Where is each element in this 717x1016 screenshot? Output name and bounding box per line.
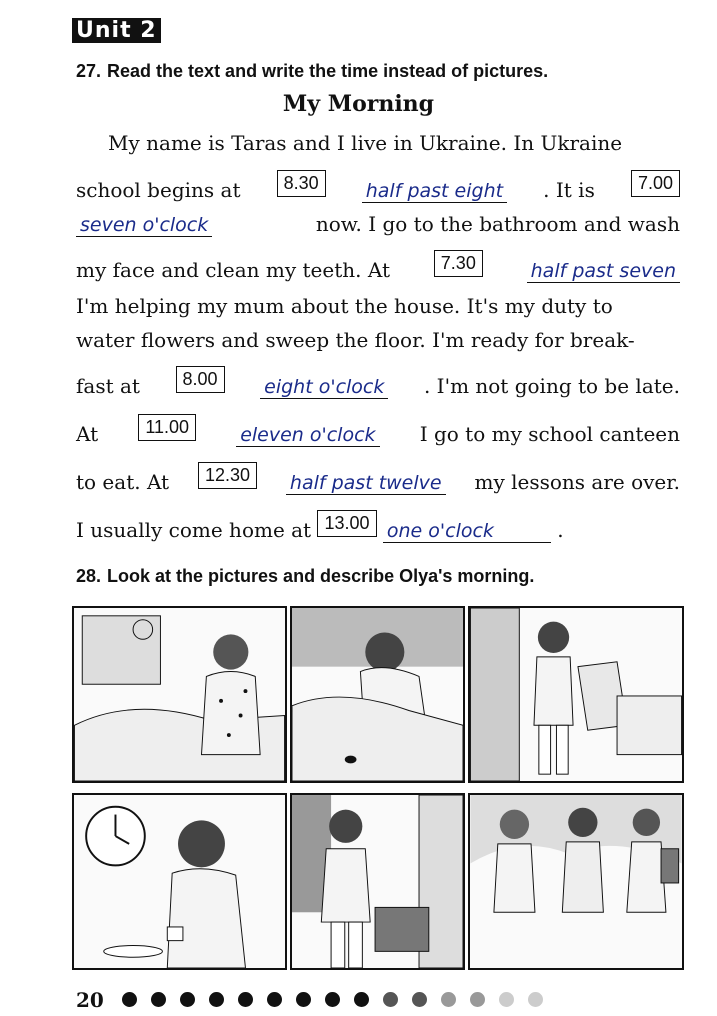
story-title: My Morning xyxy=(282,91,435,117)
time-box-1: 8.30 xyxy=(277,170,326,197)
dressing-illustration xyxy=(470,608,682,781)
story-line-1 xyxy=(76,131,680,155)
time-box-4: 8.00 xyxy=(176,366,225,393)
dot-icon xyxy=(528,992,543,1007)
story-text-8a: At xyxy=(76,422,99,446)
story-line-5 xyxy=(76,294,680,318)
packing-bag-illustration xyxy=(292,795,463,968)
story-line-8 xyxy=(76,417,680,449)
dot-icon xyxy=(296,992,311,1007)
task-27-number: 27. xyxy=(76,61,102,81)
dot-icon xyxy=(325,992,340,1007)
dot-icon xyxy=(383,992,398,1007)
story-text-2b: . It is xyxy=(543,178,595,202)
story-text-10b: . xyxy=(557,518,564,542)
story-line-2 xyxy=(76,173,680,205)
dot-icon xyxy=(122,992,137,1007)
page-decoration-dots xyxy=(122,992,543,1007)
story-text-10a: I usually come home at xyxy=(76,518,312,542)
story-text-9a: to eat. At xyxy=(76,470,170,494)
answer-field-5[interactable]: eleven o'clock xyxy=(236,424,379,447)
time-box-2: 7.00 xyxy=(631,170,680,197)
dot-icon xyxy=(499,992,514,1007)
page-number: 20 xyxy=(76,988,104,1012)
story-line-9 xyxy=(76,465,680,497)
story-line-10 xyxy=(76,513,680,545)
answer-field-4[interactable]: eight o'clock xyxy=(260,376,388,399)
dot-icon xyxy=(180,992,195,1007)
story-text-6: water flowers and sweep the floor. I'm ready for break- xyxy=(76,328,635,352)
going-to-school-illustration xyxy=(470,795,682,968)
dot-icon xyxy=(238,992,253,1007)
task-28-instruction: Look at the pictures and describe Olya's morning. xyxy=(107,566,535,586)
breakfast-illustration xyxy=(74,795,285,968)
task-28-heading xyxy=(76,566,534,587)
dot-icon xyxy=(151,992,166,1007)
answer-field-3[interactable]: half past seven xyxy=(527,260,680,283)
dot-icon xyxy=(354,992,369,1007)
unit-badge: Unit 2 xyxy=(72,18,161,43)
dot-icon xyxy=(412,992,427,1007)
picture-waking-up xyxy=(72,606,287,783)
picture-breakfast xyxy=(72,793,287,970)
time-box-6: 12.30 xyxy=(198,462,257,489)
story-text-7b: . I'm not going to be late. xyxy=(423,374,680,398)
dot-icon xyxy=(267,992,282,1007)
story-text-9b: my lessons are over. xyxy=(474,470,680,494)
dot-icon xyxy=(470,992,485,1007)
picture-making-bed xyxy=(290,606,465,783)
task-27-heading xyxy=(76,61,548,82)
picture-going-to-school xyxy=(468,793,684,970)
story-line-3 xyxy=(76,212,680,237)
story-text-4a: my face and clean my teeth. At xyxy=(76,258,390,282)
story-text-5: I'm helping my mum about the house. It's my duty to xyxy=(76,294,613,318)
story-line-7 xyxy=(76,369,680,401)
story-text-7a: fast at xyxy=(76,374,140,398)
task-27-instruction: Read the text and write the time instead of pictures. xyxy=(107,61,549,81)
story-line-4 xyxy=(76,253,680,285)
answer-field-1[interactable]: half past eight xyxy=(362,180,507,203)
task-28-number: 28. xyxy=(76,566,102,586)
answer-field-6[interactable]: half past twelve xyxy=(286,472,446,495)
picture-grid xyxy=(72,606,684,976)
waking-up-illustration xyxy=(74,608,285,781)
story-text-3b: now. I go to the bathroom and wash xyxy=(315,212,680,236)
answer-field-7[interactable]: one o'clock xyxy=(383,520,551,543)
story-text-1: My name is Taras and I live in Ukraine. In Ukraine xyxy=(108,131,623,155)
time-box-3: 7.30 xyxy=(434,250,483,277)
time-box-7: 13.00 xyxy=(317,510,376,537)
dot-icon xyxy=(441,992,456,1007)
time-box-5: 11.00 xyxy=(138,414,196,441)
picture-dressing xyxy=(468,606,684,783)
answer-field-2[interactable]: seven o'clock xyxy=(76,214,212,237)
picture-packing-bag xyxy=(290,793,465,970)
story-line-6 xyxy=(76,328,680,352)
story-text-8b: I go to my school canteen xyxy=(419,422,680,446)
dot-icon xyxy=(209,992,224,1007)
making-bed-illustration xyxy=(292,608,463,781)
story-text-2a: school begins at xyxy=(76,178,241,202)
